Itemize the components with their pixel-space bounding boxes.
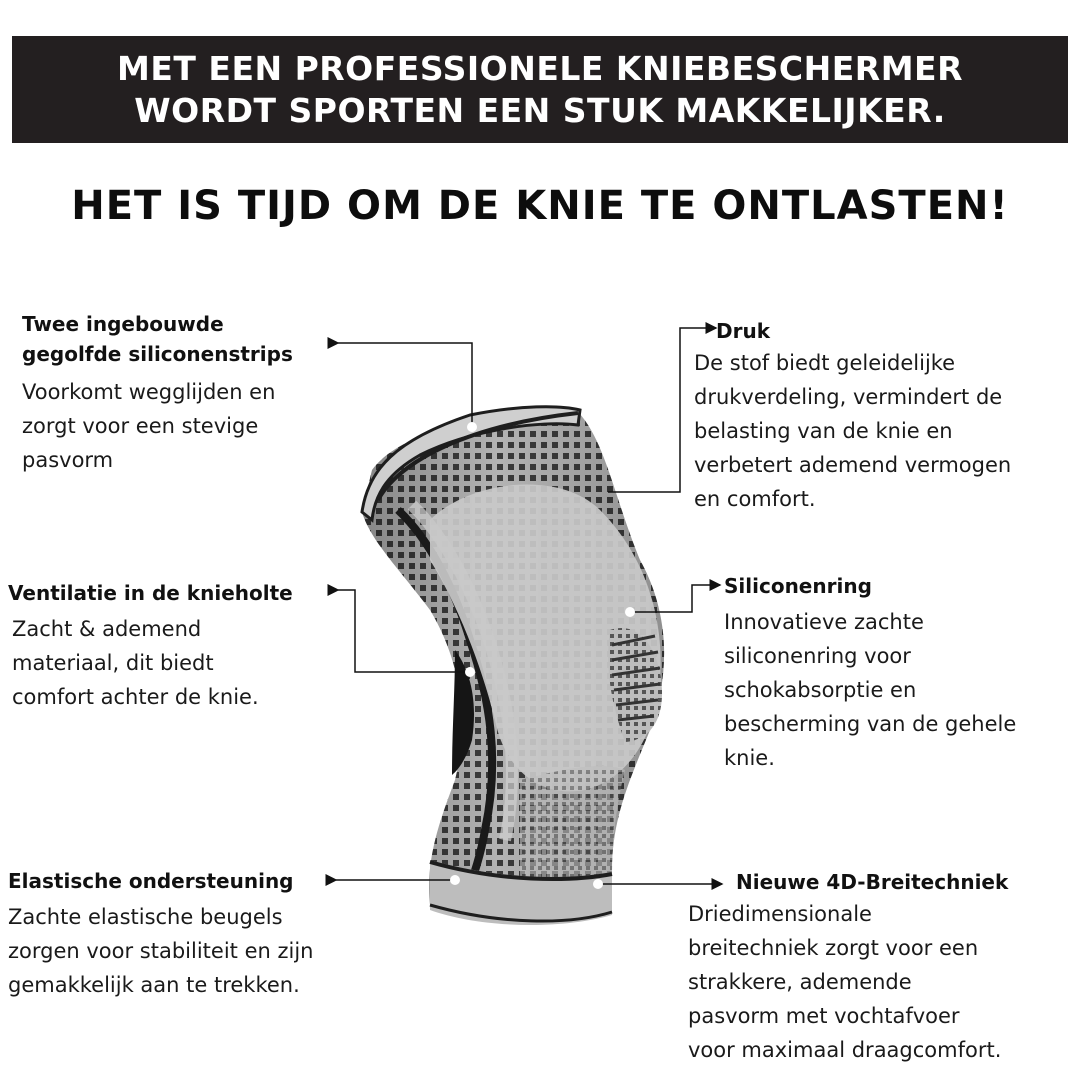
desc-line: Zacht & ademend [12,617,202,641]
feature-breitechniek [688,867,1008,1067]
banner-line-2: WORDT SPORTEN EEN STUK MAKKELIJKER. [134,90,946,130]
dot-siliconenring [625,607,635,617]
feature-description [724,605,1016,775]
desc-line: Driedimensionale [688,902,872,926]
feature-ventilatie [8,578,293,714]
dot-ventilatie [465,667,475,677]
feature-title: Elastische ondersteuning [8,869,294,893]
feature-druk [694,316,1011,516]
feature-description [22,375,293,477]
desc-line: pasvorm met vochtafvoer [688,1004,960,1028]
desc-line: siliconenring voor [724,644,911,668]
desc-line: knie. [724,746,775,770]
feature-title: Siliconenring [724,574,872,598]
desc-line: belasting van de knie en [694,419,953,443]
desc-line: zorgen voor stabiliteit en zijn [8,939,314,963]
feature-title: Nieuwe 4D-Breitechniek [736,870,1009,894]
feature-title: gegolfde siliconenstrips [22,342,293,366]
desc-line: pasvorm [22,448,114,472]
desc-line: verbetert ademend vermogen [694,453,1012,477]
leader-siliconenring [630,585,720,612]
desc-line: schokabsorptie en [724,678,917,702]
desc-line: Innovatieve zachte [724,610,924,634]
feature-elastisch [8,866,313,1002]
desc-line: zorgt voor een stevige [22,414,259,438]
dot-siliconenstrips [467,422,477,432]
feature-description [8,900,313,1002]
feature-description [694,346,1011,516]
desc-line: materiaal, dit biedt [12,651,214,675]
banner-line-1: MET EEN PROFESSIONELE KNIEBESCHERMER [117,48,963,88]
desc-line: drukverdeling, vermindert de [694,385,1003,409]
desc-line: bescherming van de gehele [724,712,1017,736]
desc-line: gemakkelijk aan te trekken. [8,973,300,997]
leader-ventilatie [338,590,470,672]
feature-siliconenstrips [22,309,293,477]
feature-siliconenring [724,571,1016,775]
desc-line: voor maximaal draagcomfort. [688,1038,1002,1062]
feature-description [688,897,1008,1067]
desc-line: Voorkomt wegglijden en [22,380,276,404]
feature-title: Druk [716,319,771,343]
dot-elastisch [450,875,460,885]
feature-title: Ventilatie in de knieholte [8,581,293,605]
headline: HET IS TIJD OM DE KNIE TE ONTLASTEN! [71,183,1009,229]
desc-line: Zachte elastische beugels [8,905,283,929]
desc-line: comfort achter de knie. [12,685,259,709]
dot-breitechniek [593,879,603,889]
desc-line: breitechniek zorgt voor een [688,936,979,960]
leader-siliconenstrips [338,343,472,425]
desc-line: De stof biedt geleidelijke [694,351,956,375]
desc-line: strakkere, ademende [688,970,912,994]
feature-title: Twee ingebouwde [22,312,224,336]
desc-line: en comfort. [694,487,816,511]
feature-description [12,612,293,714]
